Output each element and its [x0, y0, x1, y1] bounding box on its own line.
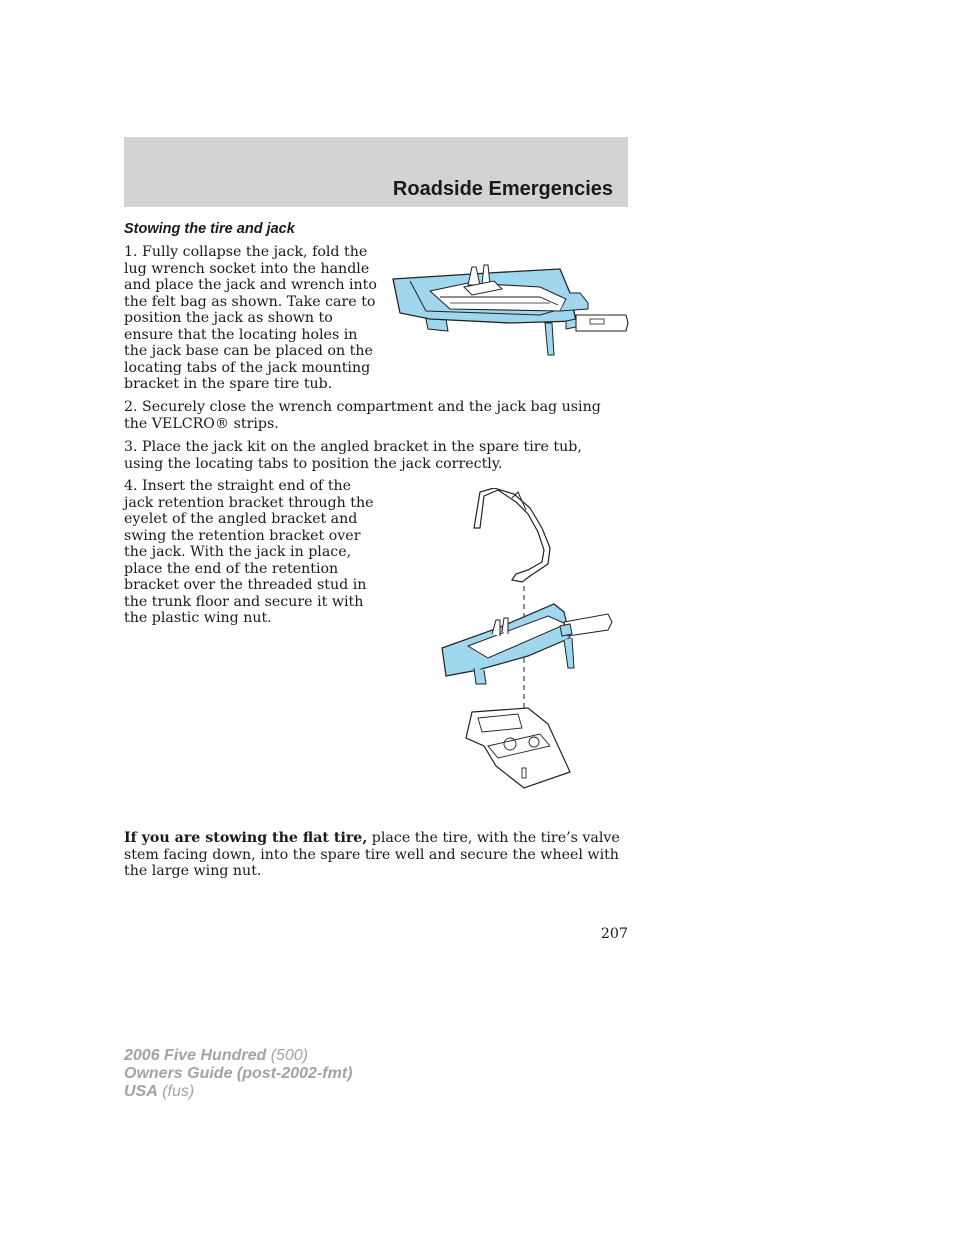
page-title: Roadside Emergencies: [392, 178, 613, 200]
flat-tire-lead: If you are stowing the flat tire,: [124, 830, 368, 846]
step-2: 2. Securely close the wrench compartment and the jack bag using the VELCRO® strips.: [124, 399, 601, 432]
flat-tire-paragraph: [124, 830, 628, 880]
step-3: 3. Place the jack kit on the angled bracket in the spare tire tub, using the locating tabs to position the jack correctly.: [124, 439, 582, 472]
jack-in-bag-illustration: [390, 263, 630, 358]
header-band: [124, 137, 628, 207]
flat-tire-text: place the tire, with the tire’s valve stem facing down, into the spare tire well and secure the wheel with the large wing nut.: [124, 830, 620, 879]
footer-line-2: Owners Guide (post-2002-fmt): [124, 1065, 353, 1082]
step-1: 1. Fully collapse the jack, fold the lug wrench socket into the handle and place the jack and wrench into the felt bag as shown. Take care to position the jack as shown to ensure that the locating holes in the jack base can be placed on the locating tabs of the jack mounting bracket in the spare tire tub.: [124, 244, 377, 392]
footer-line-1: 2006 Five Hundred (500): [124, 1047, 309, 1064]
footer-line-3: USA (fus): [124, 1083, 195, 1100]
step-4: 4. Insert the straight end of the jack retention bracket through the eyelet of the angled bracket and swing the retention bracket over the jack. With the jack in place, place the end of the retention bracket over the threaded stud in the trunk floor and secure it with the plastic wing nut.: [124, 478, 374, 626]
page-number: 207: [600, 926, 628, 942]
retention-bracket-illustration: [438, 488, 616, 790]
section-title: Stowing the tire and jack: [124, 221, 295, 237]
footer: [124, 1047, 352, 1101]
